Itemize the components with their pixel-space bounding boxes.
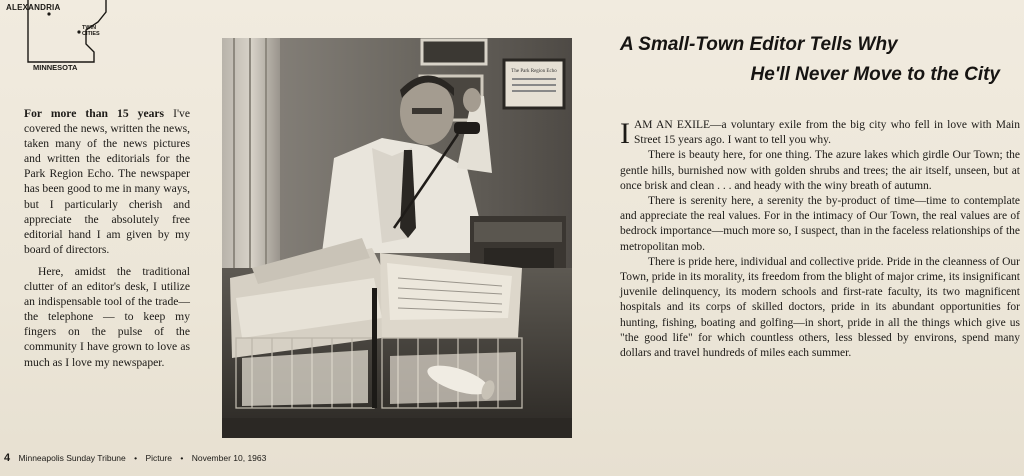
caption-paragraph-1 <box>24 106 190 257</box>
twin-cities-dot <box>77 30 80 33</box>
separator-2: • <box>180 453 184 463</box>
separator-1: • <box>134 453 138 463</box>
article-p1-text: AM AN EXILE—a voluntary exile from the big city who fell in love with Main Street 15 years ago. I want to tell you why. <box>634 119 1020 147</box>
alexandria-dot <box>47 12 50 15</box>
article-body <box>620 118 1020 361</box>
photo-caption-column <box>24 106 190 377</box>
map-state-label: MINNESOTA <box>33 63 78 72</box>
publication-name: Minneapolis Sunday Tribune <box>18 453 126 463</box>
map-twin-cities-label <box>82 25 102 37</box>
article-paragraph-2: There is beauty here, for one thing. The azure lakes which girdle Our Town; the gentle hills, burnished now with golden shrubs and trees; the air itself, unseen, but at once brisk and clean . . . and heady with the winy breath of autumn. <box>620 149 1020 192</box>
twin-cities-text: TWIN CITIES <box>82 25 100 37</box>
section-name: Picture <box>145 453 172 463</box>
caption-lead: For more than 15 years <box>24 107 165 120</box>
page-number: 4 <box>4 452 11 464</box>
editor-at-desk-image <box>222 38 572 438</box>
caption-p1-rest: I've covered the news, written the news, taken many of the news pictures and written the editorials for the Park Region Echo. The newspaper has been good to me in many ways, but I particularly cherish and appreciate the absolutely free editorial hand I am given by my board of directors. <box>24 107 190 256</box>
headline-line-1: A Small-Town Editor Tells Why <box>620 34 898 55</box>
map-city-label: ALEXANDRIA <box>6 3 61 12</box>
minnesota-map <box>2 0 110 72</box>
issue-date: November 10, 1963 <box>191 453 267 463</box>
caption-paragraph-2: Here, amidst the traditional clutter of an editor's desk, I utilize an indispensable tool of the trade—the telephone — to keep my fingers on the pulse of the community I have grown to love as much as I love my newspaper. <box>24 264 190 369</box>
article-paragraph-4: There is pride here, individual and collective pride. Pride in the cleanness of Our Town, pride in its morality, its freedom from the blight of major crime, its insignificant juvenile delinquency, its modern schools and first-rate faculty, its two magnificent hospitals and its corps of skilled doctors, pride in its abundant opportunities for hunting, fishing, boating and golfing—in short, pride in all the things which give us "the good life" for which countless others, less blessed by environs, spend many dollars and travel hundreds of miles each summer. <box>620 255 1020 360</box>
drop-cap: I <box>620 117 630 150</box>
page-footer <box>4 452 266 464</box>
editor-photo <box>222 38 572 438</box>
article-paragraph-1 <box>620 118 1020 148</box>
article-headline <box>600 30 1000 90</box>
certificate-text: The Park Region Echo <box>511 69 557 74</box>
article-paragraph-3: There is serenity here, a serenity the by-product of time—time to contemplate and appreciate the real values. For in the intimacy of Our Town, the real values are of bedrock importance—much more so, I suspect, than in the faceless relationships of the metropolitan mob. <box>620 195 1020 253</box>
headline-line-2: He'll Never Move to the City <box>750 64 1000 85</box>
